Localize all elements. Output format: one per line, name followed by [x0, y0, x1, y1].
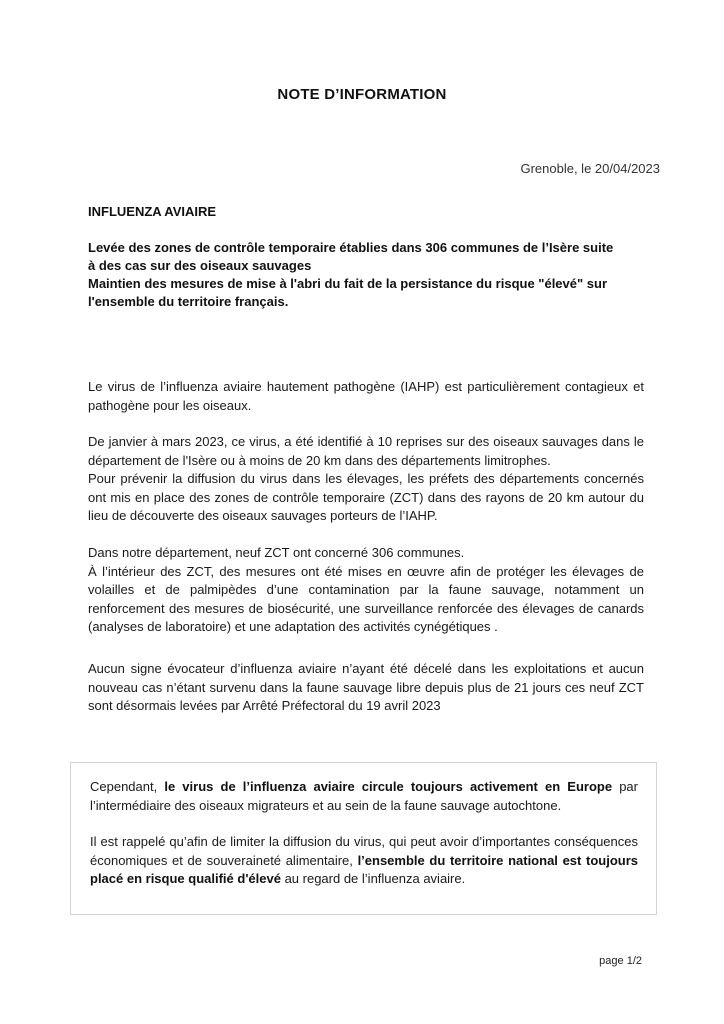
paragraph-lifting: Aucun signe évocateur d’influenza aviaire n’ayant été décelé dans les exploitations et aucun nouveau cas n’étant survenu dans la faune sauvage libre depuis plus de 21 jours ces neuf ZCT sont désormais levées par Arrêté Préfectoral du 19 avril 2023: [88, 661, 644, 713]
paragraph-detection: [88, 433, 644, 526]
page-number: page 1/2: [599, 955, 642, 967]
callout-text: Il est rappelé qu’afin de limiter la diffusion du virus, qui peut avoir d’importantes conséquences économiques et de souveraineté alimentaire,: [90, 834, 638, 868]
callout-text: Cependant,: [90, 779, 165, 794]
callout-paragraph-europe: [90, 778, 638, 815]
callout-text: au regard de l’influenza aviaire.: [280, 871, 466, 886]
callout-paragraph-risk: [90, 833, 638, 889]
paragraph-zct-setup: Pour prévenir la diffusion du virus dans les élevages, les préfets des départements concernés ont mis en place des zones de contrôle temporaire (ZCT) dans des rayons de 20 km autour du lieu de découverte des oiseaux sauvages porteurs de l’IAHP.: [88, 471, 644, 523]
paragraph-department: [88, 544, 644, 637]
paragraph-measures: À l’intérieur des ZCT, des mesures ont été mises en œuvre afin de protéger les élevages de volailles et de palmipèdes d’une contamination par la faune sauvage, notamment un renforcement des mesures de biosécurité, une surveillance renforcée des élevages de canards (analyses de laboratoire) et une adaptation des activités cynégétiques .: [88, 563, 644, 634]
headline-block: [88, 239, 648, 311]
paragraph-department-count: Dans notre département, neuf ZCT ont concerné 306 communes.: [88, 545, 465, 560]
callout-box: [70, 762, 657, 915]
headline-line: Maintien des mesures de mise à l'abri du fait de la persistance du risque "élevé" sur: [88, 276, 607, 291]
callout-emphasis: l’ensemble du territoire national est toujours placé en risque qualifié d'élevé: [90, 852, 639, 886]
headline-line: à des cas sur des oiseaux sauvages: [88, 258, 312, 273]
callout-emphasis: le virus de l’influenza aviaire circule toujours activement en Europe: [164, 779, 613, 794]
callout-text: par l’intermédiaire des oiseaux migrateurs et au sein de la faune sauvage autochtone.: [90, 779, 638, 813]
paragraph-intro: Le virus de l’influenza aviaire hautement pathogène (IAHP) est particulièrement contagieux et pathogène pour les oiseaux.: [88, 379, 644, 413]
document-title: NOTE D’INFORMATION: [277, 86, 447, 103]
dateline: [520, 161, 660, 176]
subject-heading: INFLUENZA AVIAIRE: [88, 204, 217, 219]
dateline-place: Grenoble, le: [520, 161, 595, 176]
headline-line: Levée des zones de contrôle temporaire établies dans 306 communes de l’Isère suite: [88, 240, 614, 255]
dateline-date: 20/04/2023: [594, 161, 660, 176]
headline-line: l'ensemble du territoire français.: [88, 294, 289, 309]
paragraph-detection-text: De janvier à mars 2023, ce virus, a été identifié à 10 reprises sur des oiseaux sauvages dans le département de l'Isère ou à moins de 20 km dans des départements limitrophes.: [88, 434, 644, 468]
